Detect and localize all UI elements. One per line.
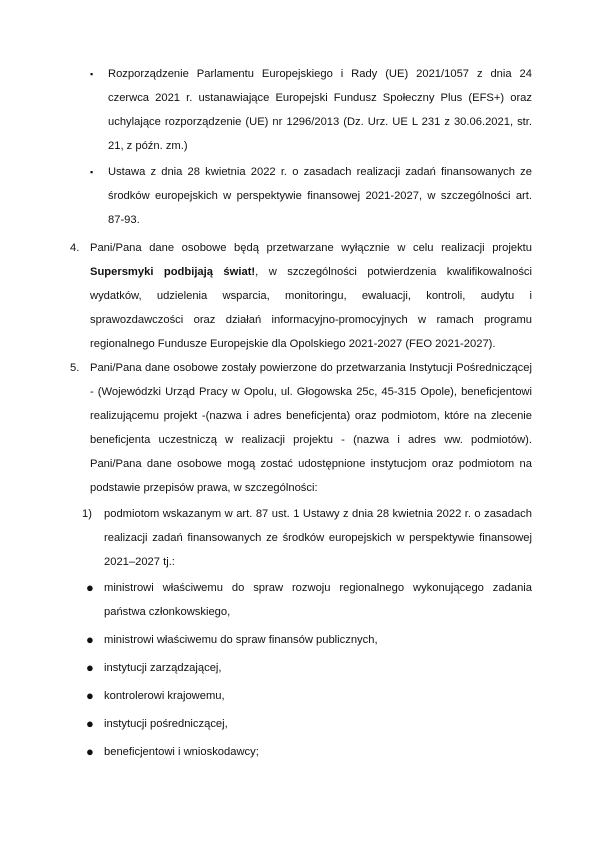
sub-item-text: podmiotom wskazanym w art. 87 ust. 1 Ustawy z dnia 28 kwietnia 2022 r. o zasadach realizacji zadań finansowanych ze środków europejskich w perspektywie finansowej 2021–2027 tj.:	[104, 508, 532, 568]
recipient-text: instytucji zarządzającej,	[104, 662, 222, 674]
sub-item-number: 1)	[82, 508, 92, 520]
dot-bullet-icon: ●	[86, 580, 94, 595]
list-number: 4.	[70, 242, 80, 254]
text-segment: , w szczególności potwierdzenia kwalifikowalności wydatków, udzielenia wsparcia, monitoringu, ewaluacji, kontroli, audytu i sprawozdawczości oraz działań informacyjno-promocyjnych w ramach programu regionalnego Fundusze Europejskie dla Opolskiego 2021-2027 (FEO 2021-2027).	[90, 266, 532, 350]
recipient-item	[86, 712, 532, 736]
list-item-text	[90, 236, 532, 356]
sub-item-1	[82, 502, 532, 574]
legal-bullet-2	[90, 160, 532, 232]
dot-bullet-icon: ●	[86, 632, 94, 647]
square-bullet-icon: ▪	[90, 69, 94, 79]
dot-bullet-icon: ●	[86, 716, 94, 731]
recipient-item	[86, 656, 532, 680]
text-segment: Pani/Pana dane osobowe będą przetwarzane wyłącznie w celu realizacji projektu	[90, 242, 532, 254]
dot-bullet-icon: ●	[86, 660, 94, 675]
recipient-item	[86, 628, 532, 652]
list-item-4	[70, 236, 532, 356]
recipient-text: ministrowi właściwemu do spraw finansów publicznych,	[104, 634, 378, 646]
list-number: 5.	[70, 362, 80, 374]
project-name: Supersmyki podbijają świat!	[90, 266, 256, 278]
square-bullet-icon: ▪	[90, 167, 94, 177]
recipient-item	[86, 740, 532, 764]
legal-bullet-1	[90, 62, 532, 158]
recipient-item	[86, 684, 532, 708]
list-item-5	[70, 356, 532, 500]
list-item-text: Pani/Pana dane osobowe zostały powierzone do przetwarzania Instytucji Pośredniczącej - (Wojewódzki Urząd Pracy w Opolu, ul. Głogowska 25c, 45-315 Opole), beneficjentowi realizującemu projekt -(nazwa i adres beneficjenta) oraz podmiotom, które na zlecenie beneficjenta uczestniczą w realizacji projektu - (nazwa i adres ww. podmiotów). Pani/Pana dane osobowe mogą zostać udostępnione instytucjom oraz podmiotom na podstawie przepisów prawa, w szczególności:	[90, 362, 532, 494]
recipient-text: instytucji pośredniczącej,	[104, 718, 228, 730]
legal-bullet-text: Ustawa z dnia 28 kwietnia 2022 r. o zasadach realizacji zadań finansowanych ze środków europejskich w perspektywie finansowej 2021-2027, w szczególności art. 87-93.	[108, 166, 532, 226]
recipient-text: beneficjentowi i wnioskodawcy;	[104, 746, 259, 758]
legal-bullet-text: Rozporządzenie Parlamentu Europejskiego i Rady (UE) 2021/1057 z dnia 24 czerwca 2021 r. ustanawiające Europejski Fundusz Społeczny Plus (EFS+) oraz uchylające rozporządzenie (UE) nr 1296/2013 (Dz. Urz. UE L 231 z 30.06.2021, str. 21, z późn. zm.)	[108, 68, 532, 152]
dot-bullet-icon: ●	[86, 688, 94, 703]
dot-bullet-icon: ●	[86, 744, 94, 759]
recipient-text: kontrolerowi krajowemu,	[104, 690, 225, 702]
recipient-text: ministrowi właściwemu do spraw rozwoju regionalnego wykonującego zadania państwa członkowskiego,	[104, 582, 532, 618]
recipient-item	[86, 576, 532, 624]
